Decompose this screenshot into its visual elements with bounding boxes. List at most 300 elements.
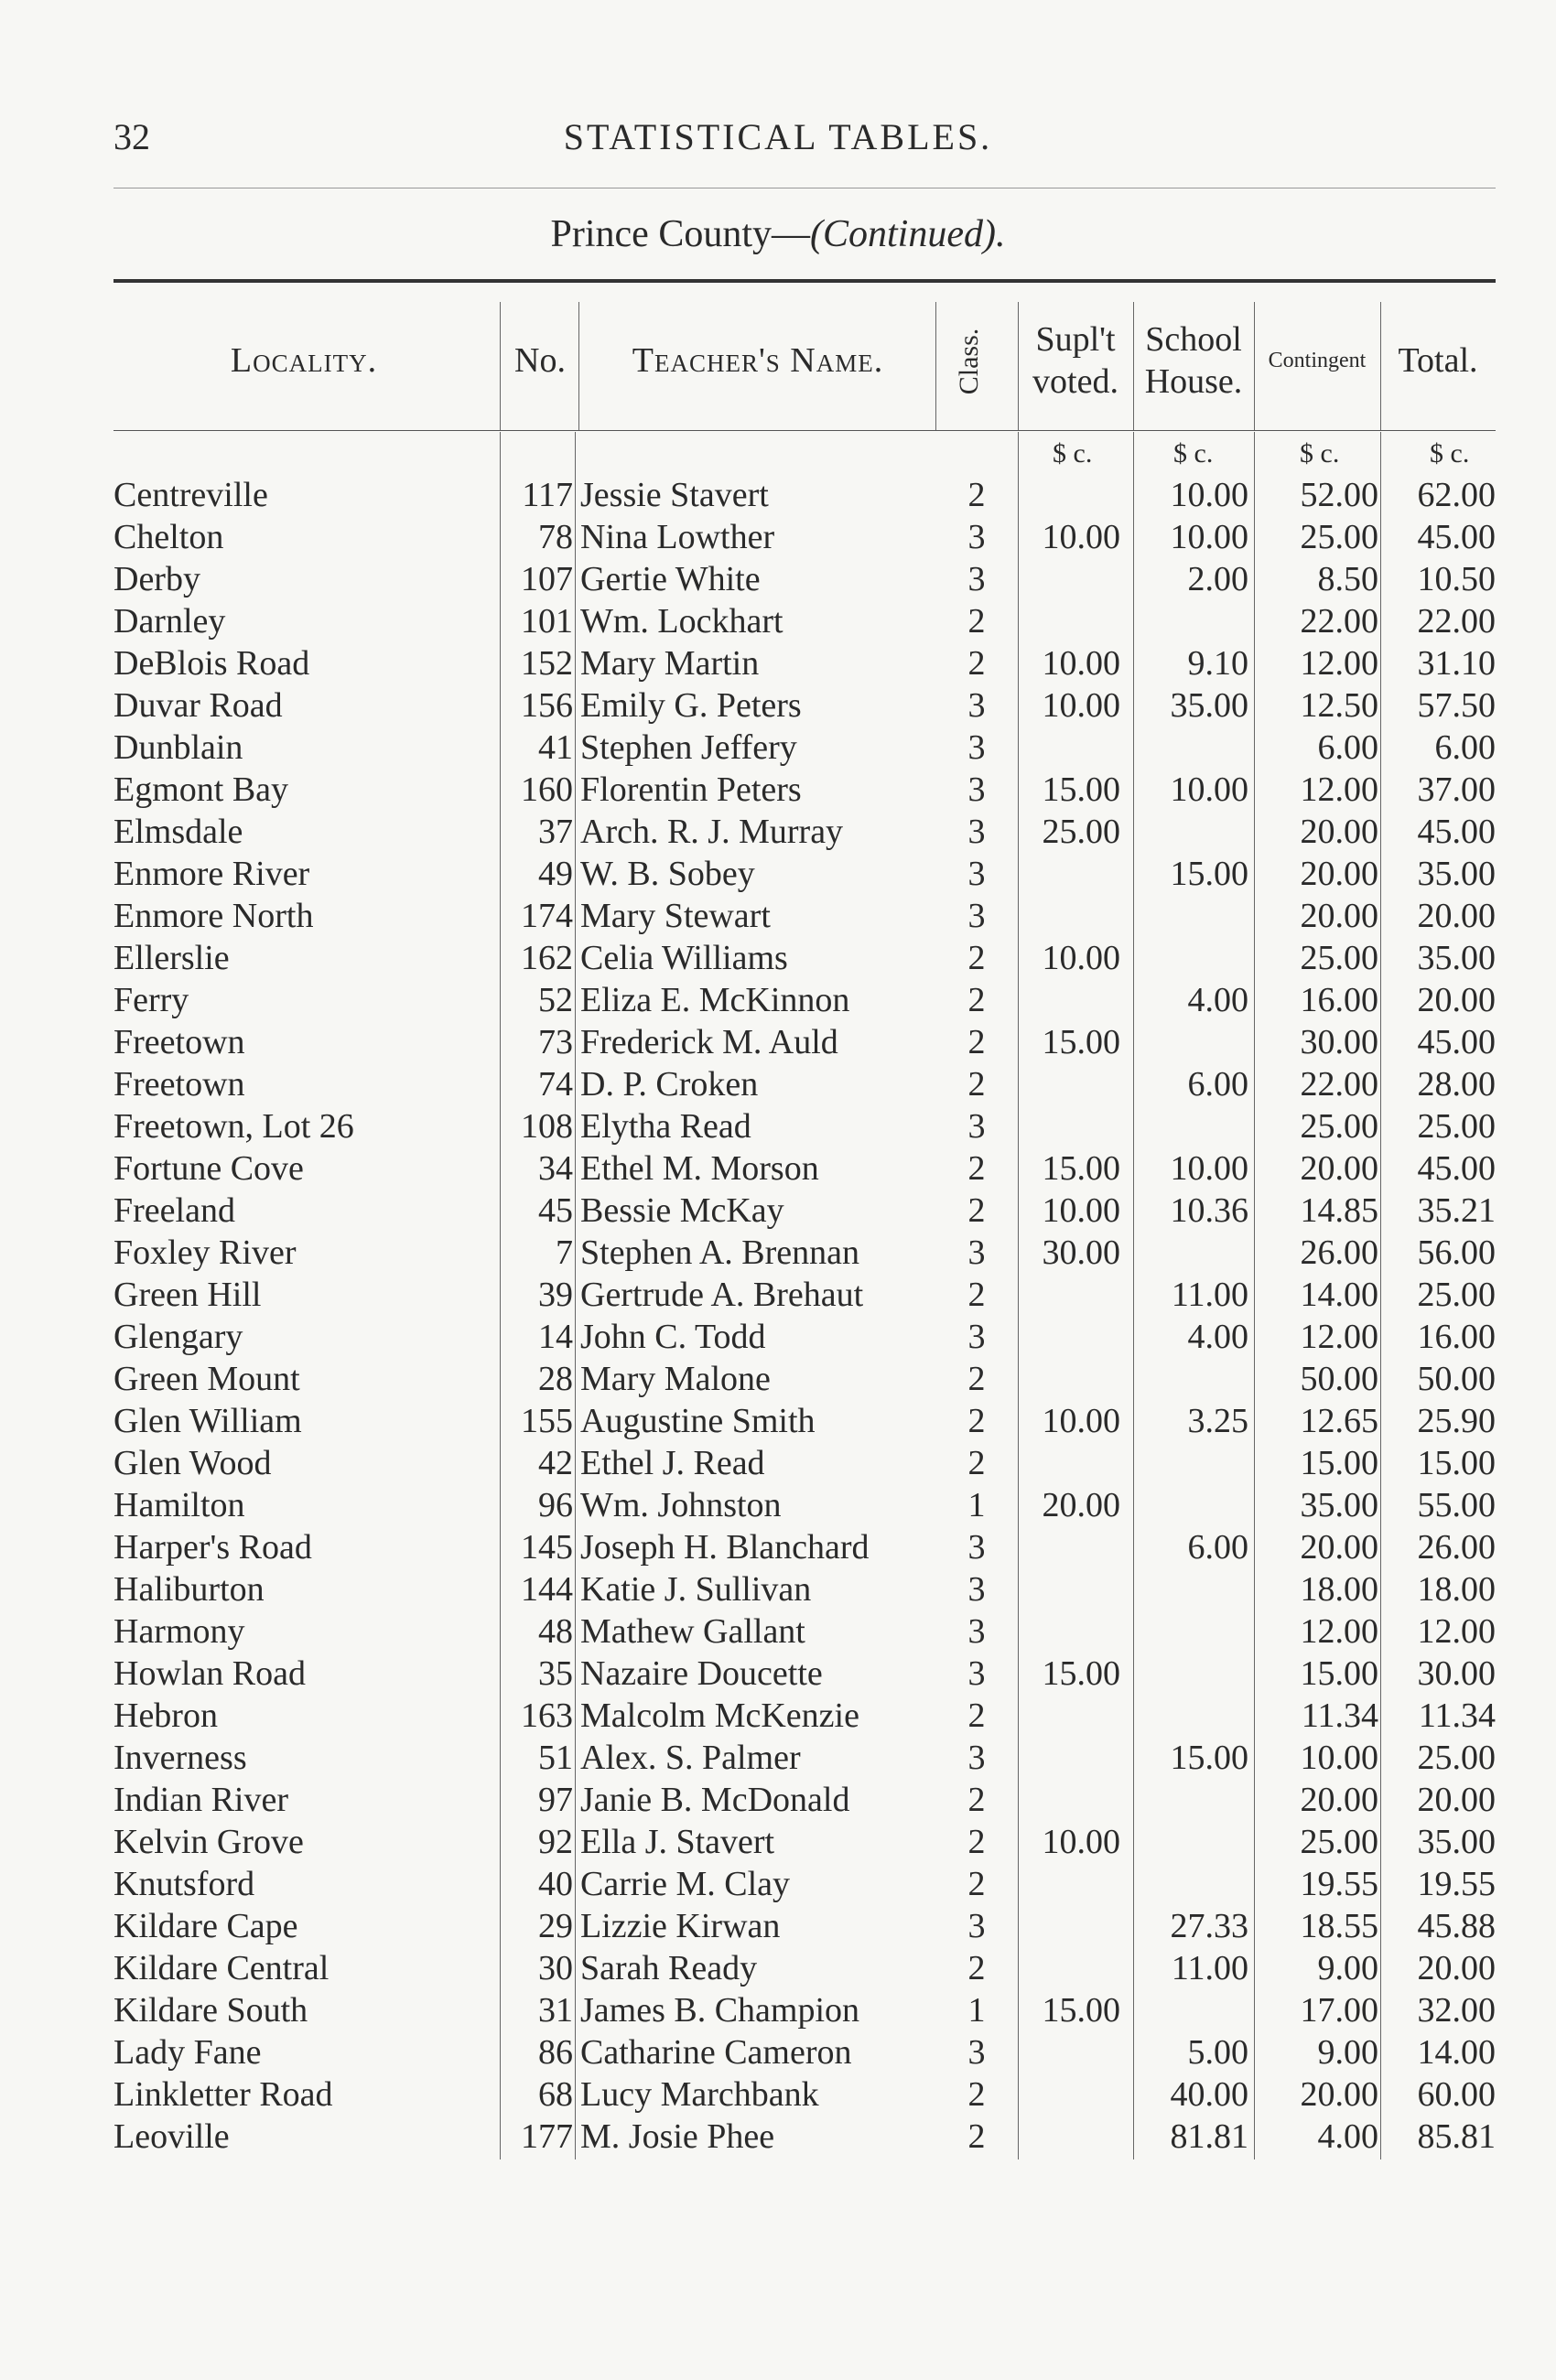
contingent-cell: 14.00: [1300, 1276, 1378, 1314]
table-row: [0, 1274, 1556, 1316]
no-cell: 45: [538, 1191, 573, 1230]
contingent-cell: 20.00: [1300, 813, 1378, 851]
school-house-cell: 15.00: [1170, 1739, 1248, 1777]
table-row: [0, 2073, 1556, 2116]
column-divider: [500, 302, 501, 430]
class-cell: 1: [967, 1991, 986, 2030]
total-cell: 20.00: [1417, 1781, 1496, 1819]
locality-cell: Howlan Road: [113, 1654, 307, 1693]
total-cell: 32.00: [1417, 1991, 1496, 2030]
contingent-cell: 52.00: [1300, 476, 1378, 514]
school-house-cell: 10.00: [1170, 770, 1248, 809]
page-number: 32: [113, 116, 150, 157]
locality-cell: Hebron: [113, 1696, 218, 1735]
locality-cell: Leoville: [113, 2117, 230, 2156]
class-cell: 2: [967, 1402, 986, 1440]
thick-rule: [113, 279, 1496, 283]
contingent-cell: 22.00: [1300, 1065, 1378, 1104]
locality-cell: Kildare Central: [113, 1949, 330, 1987]
locality-cell: Green Mount: [113, 1360, 300, 1398]
class-cell: 3: [967, 560, 986, 598]
supplement-voted-cell: 10.00: [1042, 1402, 1120, 1440]
school-house-cell: 35.00: [1170, 686, 1248, 725]
table-row: [0, 1695, 1556, 1737]
column-header-contingent: Contingent: [1268, 349, 1367, 372]
teacher-name-cell: Eliza E. McKinnon: [580, 981, 850, 1019]
locality-cell: Harmony: [113, 1612, 245, 1651]
teacher-name-cell: Mary Martin: [580, 644, 760, 683]
total-cell: 31.10: [1417, 644, 1496, 683]
class-cell: 3: [967, 1107, 986, 1146]
table-row: [0, 853, 1556, 895]
teacher-name-cell: Bessie McKay: [580, 1191, 784, 1230]
class-cell: 2: [967, 2075, 986, 2114]
class-cell: 2: [967, 1781, 986, 1819]
contingent-cell: 26.00: [1300, 1233, 1378, 1272]
locality-cell: Fortune Cove: [113, 1149, 304, 1188]
total-cell: 25.00: [1417, 1276, 1496, 1314]
locality-cell: Ferry: [113, 981, 189, 1019]
total-cell: 62.00: [1417, 476, 1496, 514]
column-header-school: [1133, 291, 1254, 430]
table-row: [0, 1400, 1556, 1442]
total-cell: 10.50: [1417, 560, 1496, 598]
locality-cell: Glen William: [113, 1402, 302, 1440]
no-cell: 96: [538, 1486, 573, 1524]
column-divider: [1018, 302, 1019, 430]
no-cell: 48: [538, 1612, 573, 1651]
teacher-name-cell: Celia Williams: [580, 939, 788, 977]
supplement-voted-cell: 20.00: [1042, 1486, 1120, 1524]
class-cell: 3: [967, 1654, 986, 1693]
total-cell: 57.50: [1417, 686, 1496, 725]
locality-cell: Green Hill: [113, 1276, 262, 1314]
school-house-cell: 27.33: [1170, 1907, 1248, 1945]
unit-contingent: $ c.: [1300, 438, 1340, 468]
contingent-cell: 12.00: [1300, 770, 1378, 809]
teacher-name-cell: Gertrude A. Brehaut: [580, 1276, 864, 1314]
locality-cell: Harper's Road: [113, 1528, 312, 1567]
table-row: [0, 642, 1556, 684]
table-row: [0, 558, 1556, 600]
total-cell: 45.00: [1417, 1023, 1496, 1061]
class-cell: 2: [967, 1823, 986, 1861]
class-cell: 2: [967, 981, 986, 1019]
unit-suppl: $ c.: [1053, 438, 1093, 468]
class-cell: 3: [967, 897, 986, 935]
contingent-cell: 25.00: [1300, 1823, 1378, 1861]
table-row: [0, 1610, 1556, 1653]
no-cell: 51: [538, 1739, 573, 1777]
total-cell: 25.00: [1417, 1107, 1496, 1146]
no-cell: 174: [521, 897, 573, 935]
class-cell: 2: [967, 1191, 986, 1230]
currency-units-row: [0, 432, 1556, 476]
column-divider: [1380, 302, 1381, 430]
locality-cell: Linkletter Road: [113, 2075, 333, 2114]
locality-cell: DeBlois Road: [113, 644, 310, 683]
total-cell: 20.00: [1417, 981, 1496, 1019]
column-header-teacher: Teacher's Name.: [632, 341, 884, 380]
supplement-voted-cell: 10.00: [1042, 1823, 1120, 1861]
total-cell: 60.00: [1417, 2075, 1496, 2114]
no-cell: 41: [538, 728, 573, 767]
total-cell: 20.00: [1417, 897, 1496, 935]
teacher-name-cell: Nazaire Doucette: [580, 1654, 823, 1693]
supplement-voted-cell: 30.00: [1042, 1233, 1120, 1272]
teacher-name-cell: Catharine Cameron: [580, 2033, 852, 2072]
no-cell: 92: [538, 1823, 573, 1861]
total-cell: 25.00: [1417, 1739, 1496, 1777]
locality-cell: Freeland: [113, 1191, 235, 1230]
total-cell: 85.81: [1417, 2117, 1496, 2156]
school-house-cell: 4.00: [1187, 981, 1248, 1019]
class-cell: 3: [967, 1318, 986, 1356]
school-house-cell: 40.00: [1170, 2075, 1248, 2114]
locality-cell: Inverness: [113, 1739, 247, 1777]
no-cell: 7: [556, 1233, 573, 1272]
table-row: [0, 979, 1556, 1021]
no-cell: 28: [538, 1360, 573, 1398]
locality-cell: Freetown: [113, 1065, 245, 1104]
no-cell: 162: [521, 939, 573, 977]
total-cell: 55.00: [1417, 1486, 1496, 1524]
no-cell: 145: [521, 1528, 573, 1567]
no-cell: 101: [521, 602, 573, 641]
teacher-name-cell: Ella J. Stavert: [580, 1823, 775, 1861]
contingent-cell: 12.00: [1300, 1612, 1378, 1651]
contingent-cell: 4.00: [1317, 2117, 1378, 2156]
column-header-locality: Locality.: [230, 341, 378, 380]
running-title: STATISTICAL TABLES.: [563, 116, 993, 157]
table-row: [0, 1568, 1556, 1610]
teacher-name-cell: Augustine Smith: [580, 1402, 816, 1440]
no-cell: 177: [521, 2117, 573, 2156]
locality-cell: Kildare Cape: [113, 1907, 298, 1945]
class-cell: 2: [967, 939, 986, 977]
class-cell: 2: [967, 1696, 986, 1735]
table-row: [0, 1147, 1556, 1190]
contingent-cell: 20.00: [1300, 897, 1378, 935]
contingent-cell: 17.00: [1300, 1991, 1378, 2030]
teacher-name-cell: Mary Stewart: [580, 897, 771, 935]
no-cell: 35: [538, 1654, 573, 1693]
teacher-name-cell: Joseph H. Blanchard: [580, 1528, 870, 1567]
table-row: [0, 2116, 1556, 2158]
contingent-cell: 12.00: [1300, 644, 1378, 683]
table-row: [0, 937, 1556, 979]
supplement-voted-cell: 10.00: [1042, 644, 1120, 683]
no-cell: 29: [538, 1907, 573, 1945]
contingent-cell: 22.00: [1300, 602, 1378, 641]
table-row: [0, 727, 1556, 769]
total-cell: 45.00: [1417, 1149, 1496, 1188]
locality-cell: Dunblain: [113, 728, 243, 767]
teacher-name-cell: Lizzie Kirwan: [580, 1907, 781, 1945]
class-cell: 2: [967, 2117, 986, 2156]
contingent-cell: 9.00: [1317, 2033, 1378, 2072]
teacher-name-cell: M. Josie Phee: [580, 2117, 775, 2156]
supplement-voted-cell: 10.00: [1042, 686, 1120, 725]
total-cell: 19.55: [1417, 1865, 1496, 1903]
locality-cell: Elmsdale: [113, 813, 243, 851]
school-house-cell: 15.00: [1170, 855, 1248, 893]
no-cell: 52: [538, 981, 573, 1019]
no-cell: 144: [521, 1570, 573, 1609]
total-cell: 16.00: [1417, 1318, 1496, 1356]
table-row: [0, 1653, 1556, 1695]
contingent-cell: 19.55: [1300, 1865, 1378, 1903]
table-subtitle: [0, 212, 1556, 256]
teacher-name-cell: James B. Champion: [580, 1991, 860, 2030]
total-cell: 20.00: [1417, 1949, 1496, 1987]
subtitle-italic: (Continued).: [810, 213, 1006, 255]
school-house-cell: 3.25: [1187, 1402, 1248, 1440]
teacher-name-cell: Nina Lowther: [580, 518, 775, 556]
total-cell: 11.34: [1418, 1696, 1496, 1735]
class-cell: 3: [967, 1907, 986, 1945]
total-cell: 22.00: [1417, 602, 1496, 641]
school-house-cell: 2.00: [1187, 560, 1248, 598]
class-cell: 3: [967, 770, 986, 809]
contingent-cell: 12.50: [1300, 686, 1378, 725]
no-cell: 73: [538, 1023, 573, 1061]
locality-cell: Knutsford: [113, 1865, 255, 1903]
locality-cell: Kelvin Grove: [113, 1823, 304, 1861]
table-row: [0, 2031, 1556, 2073]
teacher-name-cell: Lucy Marchbank: [580, 2075, 819, 2114]
class-cell: 2: [967, 1149, 986, 1188]
contingent-cell: 9.00: [1317, 1949, 1378, 1987]
unit-school: $ c.: [1173, 438, 1214, 468]
teacher-name-cell: Stephen Jeffery: [580, 728, 797, 767]
column-divider: [935, 302, 936, 430]
table-row: [0, 1021, 1556, 1063]
total-cell: 35.21: [1417, 1191, 1496, 1230]
no-cell: 160: [521, 770, 573, 809]
supplement-voted-cell: 15.00: [1042, 770, 1120, 809]
school-house-cell: 81.81: [1170, 2117, 1248, 2156]
teacher-name-cell: Stephen A. Brennan: [580, 1233, 860, 1272]
teacher-name-cell: W. B. Sobey: [580, 855, 755, 893]
contingent-cell: 20.00: [1300, 1781, 1378, 1819]
class-cell: 3: [967, 518, 986, 556]
contingent-cell: 10.00: [1300, 1739, 1378, 1777]
total-cell: 25.90: [1417, 1402, 1496, 1440]
class-cell: 3: [967, 1570, 986, 1609]
table-row: [0, 1316, 1556, 1358]
locality-cell: Glen Wood: [113, 1444, 272, 1482]
supplement-voted-cell: 15.00: [1042, 1654, 1120, 1693]
no-cell: 108: [521, 1107, 573, 1146]
table-row: [0, 1989, 1556, 2031]
class-cell: 3: [967, 686, 986, 725]
table-row: [0, 1484, 1556, 1526]
table-row: [0, 474, 1556, 516]
contingent-cell: 30.00: [1300, 1023, 1378, 1061]
teacher-name-cell: Arch. R. J. Murray: [580, 813, 844, 851]
class-cell: 2: [967, 1276, 986, 1314]
teacher-name-cell: D. P. Croken: [580, 1065, 759, 1104]
teacher-name-cell: Alex. S. Palmer: [580, 1739, 801, 1777]
total-cell: 56.00: [1417, 1233, 1496, 1272]
no-cell: 31: [538, 1991, 573, 2030]
locality-cell: Lady Fane: [113, 2033, 262, 2072]
column-header-class: [935, 302, 1003, 421]
no-cell: 42: [538, 1444, 573, 1482]
supplement-voted-cell: 10.00: [1042, 1191, 1120, 1230]
table-row: [0, 1105, 1556, 1147]
class-cell: 3: [967, 855, 986, 893]
table-row: [0, 1821, 1556, 1863]
locality-cell: Derby: [113, 560, 200, 598]
teacher-name-cell: Sarah Ready: [580, 1949, 758, 1987]
unit-total: $ c.: [1430, 438, 1470, 468]
table-row: [0, 684, 1556, 727]
locality-cell: Foxley River: [113, 1233, 297, 1272]
contingent-cell: 18.00: [1300, 1570, 1378, 1609]
total-cell: 50.00: [1417, 1360, 1496, 1398]
supplement-voted-cell: 15.00: [1042, 1991, 1120, 2030]
column-header-class-label: Class.: [954, 328, 984, 395]
class-cell: 2: [967, 1023, 986, 1061]
class-cell: 1: [967, 1486, 986, 1524]
supplement-voted-cell: 15.00: [1042, 1149, 1120, 1188]
no-cell: 78: [538, 518, 573, 556]
contingent-cell: 25.00: [1300, 1107, 1378, 1146]
table-row: [0, 769, 1556, 811]
class-cell: 2: [967, 644, 986, 683]
no-cell: 39: [538, 1276, 573, 1314]
school-house-cell: 11.00: [1171, 1276, 1248, 1314]
school-house-cell: 10.00: [1170, 1149, 1248, 1188]
locality-cell: Ellerslie: [113, 939, 230, 977]
no-cell: 107: [521, 560, 573, 598]
contingent-cell: 50.00: [1300, 1360, 1378, 1398]
column-header-suppl-line2: voted.: [1032, 362, 1118, 401]
total-cell: 28.00: [1417, 1065, 1496, 1104]
contingent-cell: 14.85: [1300, 1191, 1378, 1230]
locality-cell: Chelton: [113, 518, 224, 556]
teacher-name-cell: Wm. Lockhart: [580, 602, 783, 641]
table-row: [0, 1526, 1556, 1568]
total-cell: 6.00: [1434, 728, 1496, 767]
teacher-name-cell: Janie B. McDonald: [580, 1781, 850, 1819]
total-cell: 12.00: [1417, 1612, 1496, 1651]
table-row: [0, 1947, 1556, 1989]
column-header-school-line1: School: [1145, 320, 1242, 359]
locality-cell: Darnley: [113, 602, 226, 641]
table-row: [0, 1905, 1556, 1947]
header-rule: [113, 430, 1496, 431]
teacher-name-cell: Malcolm McKenzie: [580, 1696, 859, 1735]
contingent-cell: 16.00: [1300, 981, 1378, 1019]
column-divider: [1254, 302, 1255, 430]
column-header-total: Total.: [1398, 341, 1478, 380]
table-row: [0, 811, 1556, 853]
locality-cell: Centreville: [113, 476, 268, 514]
teacher-name-cell: Wm. Johnston: [580, 1486, 782, 1524]
column-header-school-line2: House.: [1144, 362, 1243, 401]
contingent-cell: 35.00: [1300, 1486, 1378, 1524]
teacher-name-cell: Mathew Gallant: [580, 1612, 805, 1651]
supplement-voted-cell: 10.00: [1042, 939, 1120, 977]
school-house-cell: 6.00: [1187, 1065, 1248, 1104]
teacher-name-cell: Gertie White: [580, 560, 761, 598]
class-cell: 3: [967, 1739, 986, 1777]
total-cell: 26.00: [1417, 1528, 1496, 1567]
subtitle-main: Prince County—: [550, 213, 810, 255]
locality-cell: Hamilton: [113, 1486, 245, 1524]
contingent-cell: 6.00: [1317, 728, 1378, 767]
teacher-name-cell: Emily G. Peters: [580, 686, 802, 725]
total-cell: 18.00: [1417, 1570, 1496, 1609]
class-cell: 3: [967, 728, 986, 767]
no-cell: 152: [521, 644, 573, 683]
no-cell: 14: [538, 1318, 573, 1356]
no-cell: 30: [538, 1949, 573, 1987]
no-cell: 155: [521, 1402, 573, 1440]
contingent-cell: 12.00: [1300, 1318, 1378, 1356]
class-cell: 3: [967, 813, 986, 851]
class-cell: 3: [967, 1612, 986, 1651]
column-header-suppl-line1: Supl't: [1035, 320, 1116, 359]
total-cell: 35.00: [1417, 1823, 1496, 1861]
total-cell: 45.00: [1417, 518, 1496, 556]
teacher-name-cell: John C. Todd: [580, 1318, 766, 1356]
locality-cell: Enmore North: [113, 897, 314, 935]
locality-cell: Egmont Bay: [113, 770, 289, 809]
class-cell: 2: [967, 476, 986, 514]
no-cell: 40: [538, 1865, 573, 1903]
teacher-name-cell: Carrie M. Clay: [580, 1865, 791, 1903]
school-house-cell: 10.00: [1170, 476, 1248, 514]
locality-cell: Kildare South: [113, 1991, 308, 2030]
table-row: [0, 1442, 1556, 1484]
no-cell: 163: [521, 1696, 573, 1735]
teacher-name-cell: Florentin Peters: [580, 770, 802, 809]
column-header-suppl: [1018, 291, 1133, 430]
locality-cell: Indian River: [113, 1781, 289, 1819]
total-cell: 35.00: [1417, 855, 1496, 893]
school-house-cell: 11.00: [1171, 1949, 1248, 1987]
class-cell: 3: [967, 1528, 986, 1567]
table-row: [0, 600, 1556, 642]
teacher-name-cell: Jessie Stavert: [580, 476, 769, 514]
locality-cell: Freetown: [113, 1023, 245, 1061]
class-cell: 2: [967, 1065, 986, 1104]
contingent-cell: 12.65: [1300, 1402, 1378, 1440]
contingent-cell: 15.00: [1300, 1654, 1378, 1693]
no-cell: 37: [538, 813, 573, 851]
supplement-voted-cell: 15.00: [1042, 1023, 1120, 1061]
school-house-cell: 9.10: [1187, 644, 1248, 683]
table-row: [0, 1190, 1556, 1232]
no-cell: 156: [521, 686, 573, 725]
table-row: [0, 1737, 1556, 1779]
school-house-cell: 10.36: [1170, 1191, 1248, 1230]
no-cell: 34: [538, 1149, 573, 1188]
table-row: [0, 1863, 1556, 1905]
class-cell: 3: [967, 1233, 986, 1272]
column-divider: [578, 302, 579, 430]
supplement-voted-cell: 25.00: [1042, 813, 1120, 851]
table-row: [0, 895, 1556, 937]
total-cell: 35.00: [1417, 939, 1496, 977]
contingent-cell: 11.34: [1301, 1696, 1378, 1735]
total-cell: 45.00: [1417, 813, 1496, 851]
locality-cell: Freetown, Lot 26: [113, 1107, 354, 1146]
